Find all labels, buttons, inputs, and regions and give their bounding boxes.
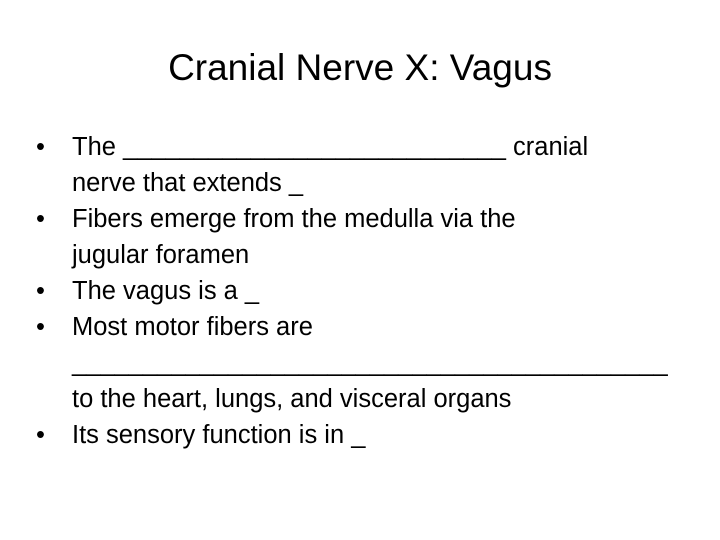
bullet-text-line: Its sensory function is in _	[72, 421, 366, 449]
bullet-text-line: The vagus is a _	[72, 277, 260, 305]
bullet-text-line: jugular foramen	[72, 241, 250, 269]
bullet-text-line: nerve that extends _	[72, 169, 304, 197]
slide-title: Cranial Nerve X: Vagus	[168, 47, 552, 88]
bullet-icon: •	[36, 421, 45, 449]
bullet-item	[36, 273, 686, 309]
bullet-text-line: to the heart, lungs, and visceral organs	[72, 385, 512, 413]
bullet-icon: •	[36, 205, 45, 233]
bullet-list	[36, 129, 686, 453]
bullet-text-line: The ___________________________ cranial	[72, 133, 589, 161]
bullet-item	[36, 129, 686, 201]
bullet-icon: •	[36, 133, 45, 161]
bullet-text-line: __________________________________________	[72, 349, 668, 377]
bullet-text-line: Fibers emerge from the medulla via the	[72, 205, 516, 233]
bullet-item	[36, 201, 686, 273]
bullet-text-line: Most motor fibers are	[72, 313, 313, 341]
bullet-item	[36, 309, 686, 417]
bullet-icon: •	[36, 313, 45, 341]
bullet-item	[36, 417, 686, 453]
bullet-icon: •	[36, 277, 45, 305]
